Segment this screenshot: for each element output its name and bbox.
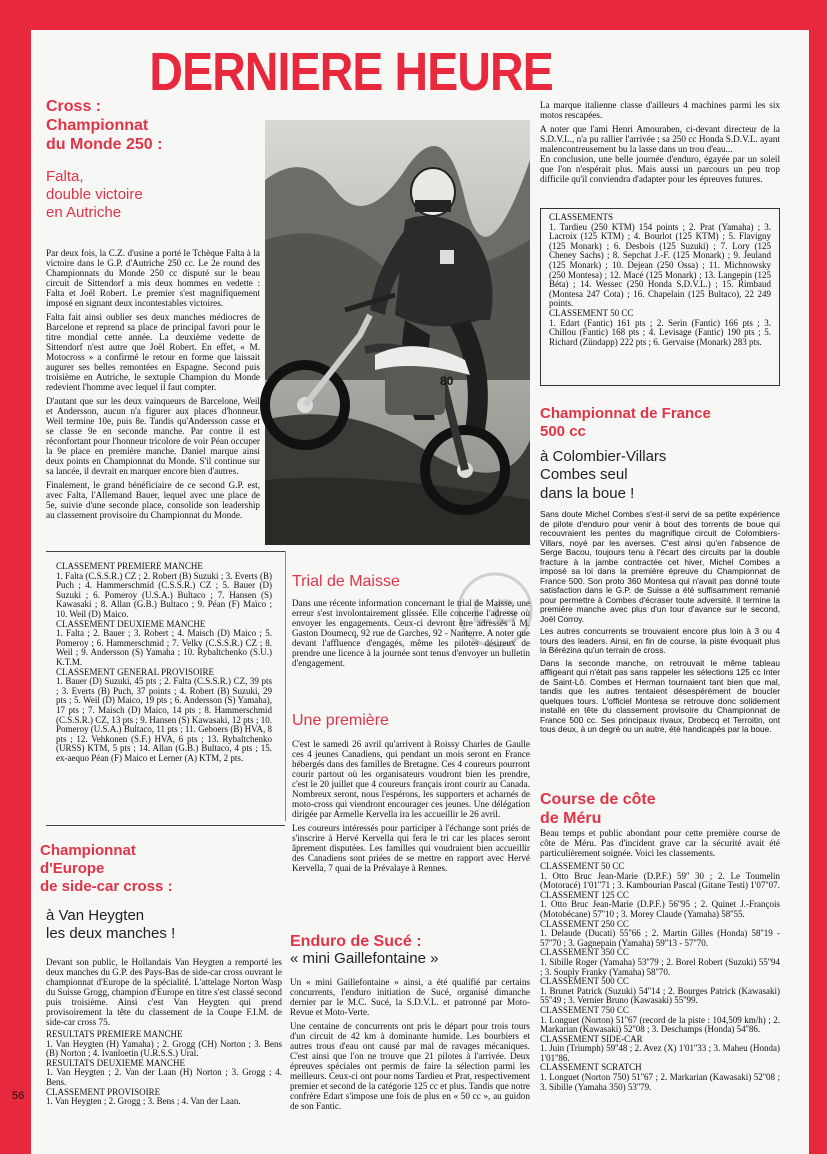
france500-paragraph: Les autres concurrents se trouvaient encore plus loin à 3 ou 4 tours des leaders. Ainsi, en fin de course, la piste évoquait plus la Bérézina qu'un terrain de cross.: [540, 626, 780, 655]
enduro-subheadline: « mini Gaillefontaine »: [290, 950, 439, 967]
meru-headline: [540, 790, 780, 828]
france500-head-line2: 500 cc: [540, 423, 586, 440]
motocross-photo: [265, 120, 530, 545]
france500-headline: [540, 405, 780, 441]
cross-paragraph: Falta fait ainsi oublier ses deux manches médiocres de Barcelone et reprend sa place de principal favori pour le titre mondial cette année. La deuxième vedette de Sittendorf n'est autre que Joël Robert. En effet, « M. Motocross » a confirmé le retour en forme que laissait augurer ses belles remontées en Espagne. Second puis troisième en Autriche, le sextuple Champion du Monde redevient l'homme avec lequel il faut compter.: [46, 312, 260, 392]
france500-paragraph: Dans la seconde manche, on retrouvait le même tableau affligeant qui n'était pas sans rappeler les sélections 125 cc Inter de Saint-Lô. Combes et Herman tournaient tant bien que mal, tandis que les autres tentaient désespérément de boucler quelques tours. L'officiel Montesa se retrouve donc solidement installé en tête du classement provisoire du Championnat de France 500 cc. Ses principaux rivaux, Drobecq et Terroitin, ont tous deux, à un degré ou un autre, été handicapés par la boue.: [540, 657, 780, 734]
cross-sub-line2: double victoire: [46, 186, 143, 203]
divider: [46, 551, 285, 552]
divider: [285, 551, 286, 821]
cross-article-body: [46, 248, 260, 540]
enduro-article-continued: [540, 100, 780, 192]
cross-head-line2: Championnat: [46, 117, 149, 135]
cross-head-line3: du Monde 250 :: [46, 136, 163, 154]
france500-paragraph: Sans doute Michel Combes s'est-il servi de sa petite expérience de pilote d'enduro pour venir à bout des torrents de boue qui recouvraient les pentes du magnifique circuit de Colombiers-Villars, noyé par les averses. C'est ainsi qu'en l'absence de Serge Bacou, toujours tenu à l'écart des circuits par la double fracture à la jambe contractée cet hiver, Michel Combes a imposé sa loi dans la première épreuve du Championnat de France 500. Son proto 360 Montesa qui n'avait pas donné toute satisfaction dans le G.P. de Suisse a été suffisamment remanié pour permettre à Combes d'écraser toute adversité. Il termine la première manche avec plus d'un tour d'avance sur le second, Joël Corroy.: [540, 509, 780, 624]
sidecar-subheadline: [46, 907, 266, 944]
france500-head-line1: Championnat de France: [540, 405, 711, 422]
page-title: DERNIERE HEURE: [149, 42, 553, 102]
enduro-results-box: [540, 208, 780, 386]
enduro-paragraph: La marque italienne classe d'ailleurs 4 machines parmi les six motos rescapées.: [540, 100, 780, 120]
enduro-paragraph: Une centaine de concurrents ont pris le départ pour trois tours d'un circuit de 42 km à dominante humide. Les bourbiers et autres trous d'eau ont causé par mal de ravages mécaniques. C'est ainsi que l'on ne trouve que 21 pilotes à l'arrivée. Deux épreuves spéciales ont permis de faire la sélection parmi les meilleurs. Ceux-ci ont pour noms Tardieu et Prat, respectivement premier et second de la catégorie 125 cc et plus. Tandis que notre confrère Edart s'impose une fois de plus en « 50 cc », au guidon de son Fantic.: [290, 1021, 530, 1111]
motocross-rider-image: [265, 120, 530, 545]
sidecar-sub-line2: les deux manches !: [46, 925, 176, 943]
page-number: 56: [12, 1090, 25, 1102]
enduro-headline: Enduro de Sucé :: [290, 933, 422, 950]
sidecar-head-line3: de side-car cross :: [40, 878, 173, 895]
cross-results: CLASSEMENT PREMIERE MANCHE 1. Falta (C.S.S.R.) CZ ; 2. Robert (B) Suzuki ; 3. Everts (B) Puch ; 4. Hammerschmid (C.S.S.R.) CZ ; 5. Bauer (D) Suzuki ; 6. Pomeroy (U.S.A.) Bultaco ; 7. Hansen (S) Kawasaki ; 8. Allan (G.B.) Bultaco ; 9. Péan (F) Maïco ; 10. Weil (D) Maico. CLASSEMENT DEUXIEME MANCHE 1. Falta ; 2. Bauer ; 3. Robert ; 4. Maisch (D) Maico ; 5. Pomeroy ; 6. Hammerschmid ; 7. Velky (C.S.S.R.) CZ ; 8. Weil ; 9. Andersson (S) Yamaha ; 10. Rybaltchenko (S.U.) K.T.M. CLASSEMENT GENERAL PROVISOIRE 1. Bauer (D) Suzuki, 45 pts ; 2. Falta (C.S.S.R.) CZ, 39 pts ; 3. Everts (B) Puch, 37 points ; 4. Robert (B) Suzuki, 29 pts ; 5. Weil (D) Maico, 19 pts ; 6. Andersson (S) Yamaha), 17 pts ; 7. Maisch (D) Maico, 14 pts ; 8. Hammerschmid (C.S.S.R.) CZ, 13 pts ; 9. Hansen (S) Kawasaki, 12 pts ; 10. Pomeroy (U.S.A.) Bultaco, 11 pts ; 11. Geboers (B) HVA, 8 pts ; 12. Vehkonen (S.F.) HVA, 6 pts ; 13. Rybaltchenko (URSS) KTM, 5 pts ; 14. Allan (G.B.) Bultaco, 4 pts ; 15. ex-aequo Péan (F) Maico et Lerner (A) KTM, 2 pts.: [56, 561, 272, 763]
cross-sub-line1: Falta,: [46, 168, 84, 185]
enduro-paragraph: En conclusion, une belle journée d'enduro, égayée par un soleil que l'on n'espérait plus. Mais aussi un parcours un peu trop difficile qu'il conviendra d'adapter pour les épreuves futures.: [540, 154, 780, 184]
enduro-results: CLASSEMENTS 1. Tardieu (250 KTM) 154 points ; 2. Prat (Yamaha) ; 3. Lacroix (125 KTM) ; 4. Bourlot (125 KTM) ; 5. Flavigny (125 Monark) ; 6. Desbois (125 Suzuki) ; 7. Lory (125 Cheney Sachs) ; 8. Sepchat J.-F. (125 Monark) ; 9. Jeuland (125 Monark) ; 10. Dejean (250 Ossa) ; 11. Michnowsky (250 Montesa) ; 12. Macé (125 Monark) ; 13. Langepin (125 Béta) ; 14. Wessec (250 Honda S.D.V.L.) ; 15. Rimbaud (Montesa 247 Cota) ; 16. Chapelain (125 Bultaco), 22 249 points. CLASSEMENT 50 CC 1. Edart (Fantic) 161 pts ; 2. Serin (Fantic) 166 pts ; 3. Chillou (Fantic) 168 pts ; 4. Levisage (Fantic) 190 pts ; 5. Richard (Zündapp) 222 pts ; 6. Gervaise (Monark) 283 pts.: [549, 212, 771, 347]
meru-paragraph: Beau temps et public abondant pour cette première course de côte de Méru. Pas d'incident grave car la sécurité avait été particulièrement soignée. Voici les classements.: [540, 828, 780, 858]
divider: [46, 825, 285, 826]
sidecar-head-line2: d'Europe: [40, 860, 105, 877]
meru-results: CLASSEMENT 50 CC 1. Otto Bruc Jean-Marie (D.P.F.) 59'' 30 ; 2. Le Toumelin (Motoracé) 1'01''71 ; 3. Kambourian Pascal (Gitane Testi) 1'07''07. CLASSEMENT 125 CC 1. Otto Bruc Jean-Marie (D.P.F.) 56''95 ; 2. Quinet J.-François (Motobécane) 57''10 ; 3. Morey Claude (Yamaha) 58''55. CLASSEMENT 250 CC 1. Delaude (Ducati) 55''66 ; 2. Martin Gilles (Honda) 58''19 - 57''70 ; 3. Gagnepain (Yamaha) 59''13 - 57''70. CLASSEMENT 350 CC 1. Sibille Roger (Yamaha) 53''79 ; 2. Borel Robert (Suzuki) 55''94 ; 3. Souply Franky (Yamaha) 58''70. CLASSEMENT 500 CC 1. Brunet Patrick (Suzuki) 54''14 ; 2. Bourges Patrick (Kawasaki) 55''49 ; 3. Vernier Bruno (Kawasaki) 55''99. CLASSEMENT 750 CC 1. Longuet (Norton) 51''67 (record de la piste : 104,509 km/h) ; 2. Markarian (Kawasaki) 52''08 ; 3. Deschamps (Honda) 54''86. CLASSEMENT SIDE-CAR 1. Juin (Triumph) 59''48 ; 2. Avez (X) 1'01''33 ; 3. Maheu (Honda) 1'01''86. CLASSEMENT SCRATCH 1. Longuet (Norton 750) 51''67 ; 2. Markarian (Kawasaki) 52''08 ; 3. Sibille (Yamaha 350) 53''79.: [540, 861, 780, 1092]
stamp-text: LG: [471, 593, 519, 631]
sidecar-sub-line1: à Van Heygten: [46, 907, 145, 924]
cross-subheadline: [46, 168, 256, 222]
svg-text:80: 80: [440, 374, 454, 388]
cross-paragraph: Finalement, le grand bénéficiaire de ce second G.P. est, avec Falta, l'Allemand Bauer, lequel avec une place de 5e, suivie d'une seconde place, consolide son leadership au classement provisoire du Championnat du Monde.: [46, 480, 260, 520]
france500-sub-line1: à Colombier-Villars: [540, 448, 667, 465]
cross-sub-line3: en Autriche: [46, 204, 122, 221]
cross-paragraph: D'autant que sur les deux vainqueurs de Barcelone, Weil et Andersson, aucun n'a figurer aux places d'honneur. Weil termine 10e, puis 8e. Tandis qu'Andersson casse et se classe 9e en seconde manche. Par contre il est réconfortant pour l'honneur tricolore de voir Péan occuper la 9e place en première manche. Daniel marque ainsi deux points en Championnat du Monde. S'il continue sur sa lancée, il devrait en marquer encore bien d'autres.: [46, 396, 260, 476]
sidecar-head-line1: Championnat: [40, 842, 136, 859]
enduro-article-body: [290, 977, 530, 1111]
trial-article-body: [292, 598, 530, 683]
trial-headline: Trial de Maisse: [292, 573, 400, 590]
sidecar-article-body: [46, 957, 282, 1032]
france500-sub-line2: Combes seul: [540, 466, 628, 484]
premiere-paragraph: C'est le samedi 26 avril qu'arrivent à Roissy Charles de Gaulle ces 4 jeunes Canadiens, qui pendant un mois seront en France hébergés dans des familles de Bretagne. Ces 4 coureurs pourront courir partout où les organisateurs voudront bien les prendre, c'est le 20 juillet que 4 coureurs français iront courir au Canada. Nombreux seront, nous l'espérons, les supporters et acharnés de moto-cross qui viendront encourager ces jeunes. Une délégation dirigée par Armelle Kervella ira les accueillir le 26 avril.: [292, 739, 530, 819]
meru-head-line2: de Méru: [540, 810, 602, 828]
enduro-paragraph: A noter que l'ami Henri Amouraben, ci-devant directeur de la S.D.V.L., n'a pu rallier l'arrivée ; sa 250 cc Honda S.D.V.L. ayant malencontreusement bu la lasse dans un trou d'eau...: [540, 124, 780, 154]
france500-article-body: [540, 510, 780, 768]
sidecar-results: RESULTATS PREMIERE MANCHE 1. Van Heygten (H) Yamaha) ; 2. Grogg (CH) Norton ; 3. Bens (B) Norton ; 4. Ivanloetin (U.R.S.S.) Ural. RESULTATS DEUXIEME MANCHE 1. Van Heygten ; 2. Van der Laan (H) Norton ; 3. Grogg ; 4. Bens. CLASSEMENT PROVISOIRE 1. Van Heygten ; 2. Grogg ; 3. Bens ; 4. Van der Laan.: [46, 1029, 282, 1107]
france500-sub-line3: dans la boue !: [540, 484, 635, 502]
trial-paragraph: Dans une récente information concernant le trial de Maisse, une erreur s'est involontairement glissée. Elle concerne l'adresse où envoyer les engagements. Ceux-ci devront être adressés à M. Gaston Doumecq, 92 rue de Garches, 92 - Nanterre. A noter que devant l'affluence d'engagés, même les pilotes désireux de prendre une licence à la journée sont tenus d'envoyer un bulletin d'engagement.: [292, 598, 530, 668]
sidecar-paragraph: Devant son public, le Hollandais Van Heygten a remporté les deux manches du G.P. des Pays-Bas de side-car cross ouvrant le championnat d'Europe de la spécialité. L'attelage Norton Wasp du Suisse Grogg, champion d'Europe en titre s'est classé second puis troisième. Ainsi c'est Van Heygten qui prend provisoirement la tête du classement de la Coupe F.I.M. de side-car cross 75.: [46, 957, 282, 1027]
cross-head-line1: Cross :: [46, 98, 102, 115]
meru-head-line1: Course de côte: [540, 791, 656, 808]
premiere-paragraph: Les coureurs intéressés pour participer à l'échange sont priés de s'inscrire à Hervé Kervella qui fera le tri car les places seront âprement disputées. Les familles qui voudraient bien accueillir des Canadiens sont priées de se mettre en rapport avec Hervé Kervella, 7 quai de la Prévalaye à Rennes.: [292, 823, 530, 873]
premiere-article-body: [292, 739, 530, 909]
enduro-paragraph: Un « mini Gaillefontaine » ainsi, a été qualifié par certains concurrents, l'enduro initiation de Sucé, organisé dimanche dernier par le M.C. Sucé, la S.D.V.L. et patronné par Moto-Revue et Moto-Verte.: [290, 977, 530, 1017]
meru-article-body: [540, 828, 780, 862]
cross-headline: [46, 97, 256, 155]
sidecar-headline: [40, 842, 260, 896]
france500-subheadline: [540, 448, 780, 503]
cross-paragraph: Par deux fois, la C.Z. d'usine a porté le Tchèque Falta à la victoire dans le G.P. d'Autriche 250 cc. Le 2e round des Championnats du Monde 250 cc disputé sur le beau circuit de Sittendorf a mis deux hommes en vedette : Falta et Joël Robert. Le premier s'est magnifiquement imposé en signant deux incontestables victoires.: [46, 248, 260, 308]
premiere-headline: Une première: [292, 712, 389, 729]
